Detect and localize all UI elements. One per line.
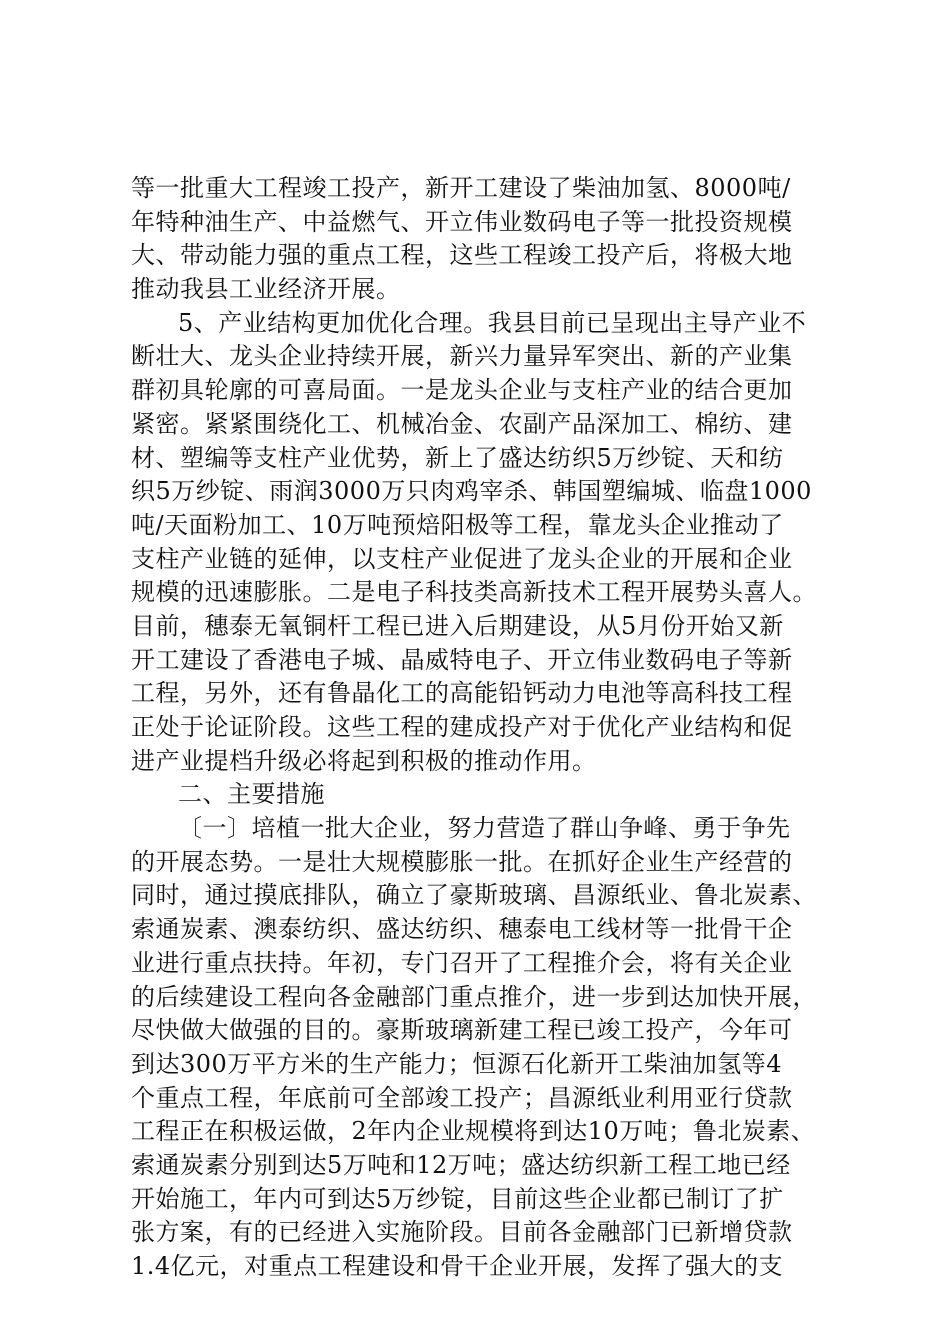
text-line: 索通炭素、澳泰纺织、盛达纺织、穗泰电工线材等一批骨干企 <box>131 915 793 944</box>
text-line: 张方案，有的已经进入实施阶段。目前各金融部门已新增贷款 <box>131 1218 793 1247</box>
text-line: 的后续建设工程向各金融部门重点推介，进一步到达加快开展， <box>131 982 817 1011</box>
text-line: 到达300万平方米的生产能力；恒源石化新开工柴油加氢等4 <box>131 1049 783 1078</box>
section-heading: 二、主要措施 <box>178 780 325 809</box>
text-line: 业进行重点扶持。年初，专门召开了工程推介会，将有关企业 <box>131 948 793 977</box>
text-line: 进产业提档升级必将起到积极的推动作用。 <box>131 746 597 775</box>
text-line: 目前，穗泰无氧铜杆工程已进入后期建设，从5月份开始又新 <box>131 611 784 640</box>
text-line: 尽快做大做强的目的。豪斯玻璃新建工程已竣工投产，今年可 <box>131 1016 793 1045</box>
text-line: 等一批重大工程竣工投产，新开工建设了柴油加氢、8000吨/ <box>131 174 791 202</box>
text-line: 1.4亿元，对重点工程建设和骨干企业开展，发挥了强大的支 <box>131 1252 784 1280</box>
body-text <box>131 172 831 1284</box>
text-line: 规模的迅速膨胀。二是电子科技类高新技术工程开展势头喜人。 <box>131 578 817 607</box>
text-line: 的开展态势。一是壮大规模膨胀一批。在抓好企业生产经营的 <box>131 847 793 876</box>
text-line: 年特种油生产、中益燃气、开立伟业数码电子等一批投资规模 <box>131 207 793 236</box>
text-line: 材、塑编等支柱产业优势，新上了盛达纺织5万纱锭、天和纺 <box>131 443 784 472</box>
text-line: 支柱产业链的延伸，以支柱产业促进了龙头企业的开展和企业 <box>131 544 793 573</box>
text-line: 开工建设了香港电子城、晶威特电子、开立伟业数码电子等新 <box>131 645 793 674</box>
text-line: 大、带动能力强的重点工程，这些工程竣工投产后，将极大地 <box>131 241 793 270</box>
text-line: 个重点工程，年底前可全部竣工投产；昌源纸业利用亚行贷款 <box>131 1083 793 1112</box>
text-line: 索通炭素分别到达5万吨和12万吨；盛达纺织新工程工地已经 <box>131 1150 791 1179</box>
text-line: 正处于论证阶段。这些工程的建成投产对于优化产业结构和促 <box>131 713 793 741</box>
text-line: 工程正在积极运做，2年内企业规模将到达10万吨；鲁北炭素、 <box>131 1117 816 1146</box>
text-line: 工程，另外，还有鲁晶化工的高能铅钙动力电池等高科技工程 <box>131 679 793 708</box>
text-line: 群初具轮廓的可喜局面。一是龙头企业与支柱产业的结合更加 <box>131 376 793 405</box>
text-line: 断壮大、龙头企业持续开展，新兴力量异军突出、新的产业集 <box>131 342 793 371</box>
text-line: 开始施工，年内可到达5万纱锭，目前这些企业都已制订了扩 <box>131 1184 784 1213</box>
text-line: 同时，通过摸底排队，确立了豪斯玻璃、昌源纸业、鲁北炭素、 <box>131 881 817 910</box>
text-line: 推动我县工业经济开展。 <box>131 275 401 304</box>
paragraph-start-line: 〔一〕培植一批大企业，努力营造了群山争峰、勇于争先 <box>178 814 791 843</box>
text-line: 紧密。紧紧围绕化工、机械冶金、农副产品深加工、棉纺、建 <box>131 409 793 438</box>
paragraph-start-line: 5、产业结构更加优化合理。我县目前已呈现出主导产业不 <box>178 308 807 337</box>
text-line: 吨/天面粉加工、10万吨预焙阳极等工程，靠龙头企业推动了 <box>131 510 784 539</box>
text-line: 织5万纱锭、雨润3000万只肉鸡宰杀、韩国塑编城、临盘1000 <box>131 477 812 506</box>
